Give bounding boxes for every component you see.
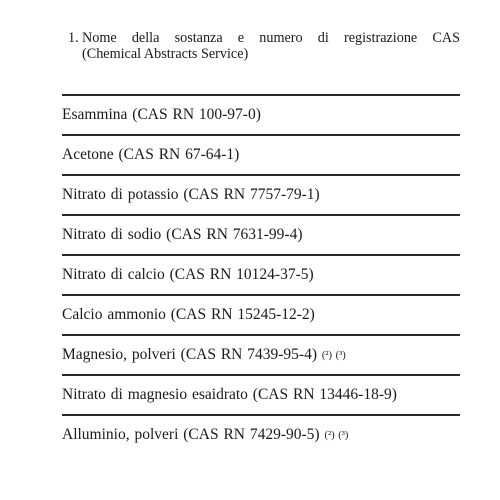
table-row <box>62 174 460 214</box>
substance-cell <box>62 346 346 366</box>
table-row <box>62 294 460 334</box>
substance-name: Nitrato di sodio (CAS RN 7631-99-4) <box>62 226 303 243</box>
substance-name: Magnesio, polveri (CAS RN 7439-95-4) <box>62 346 317 363</box>
table-row <box>62 334 460 374</box>
substance-name: Alluminio, polveri (CAS RN 7429-90-5) <box>62 426 320 443</box>
header-subtitle: (Chemical Abstracts Service) <box>82 46 249 62</box>
table-row <box>62 94 460 134</box>
header-title: Nome della sostanza e numero di registrazione CAS <box>82 30 460 46</box>
substance-cell <box>62 306 315 324</box>
substance-name: Acetone (CAS RN 67-64-1) <box>62 146 240 163</box>
substance-name: Esammina (CAS RN 100-97-0) <box>62 106 261 123</box>
substance-cell <box>62 106 261 124</box>
header-number: 1. <box>68 30 79 46</box>
substance-cell <box>62 226 303 244</box>
substance-name: Nitrato di magnesio esaidrato (CAS RN 13446-18-9) <box>62 386 397 403</box>
table-row <box>62 134 460 174</box>
substance-cell <box>62 426 348 446</box>
table-row <box>62 254 460 294</box>
footnote-refs: (²) (³) <box>324 430 349 441</box>
substance-table <box>62 94 460 454</box>
substance-cell <box>62 266 314 284</box>
substance-cell <box>62 186 320 204</box>
table-row <box>62 214 460 254</box>
column-header <box>68 30 460 62</box>
substance-cell <box>62 386 397 404</box>
substance-name: Calcio ammonio (CAS RN 15245-12-2) <box>62 306 315 323</box>
table-row <box>62 374 460 414</box>
substance-name: Nitrato di calcio (CAS RN 10124-37-5) <box>62 266 314 283</box>
table-row <box>62 414 460 454</box>
substance-cell <box>62 146 239 164</box>
footnote-refs: (²) (³) <box>321 350 346 361</box>
substance-name: Nitrato di potassio (CAS RN 7757-79-1) <box>62 186 320 203</box>
